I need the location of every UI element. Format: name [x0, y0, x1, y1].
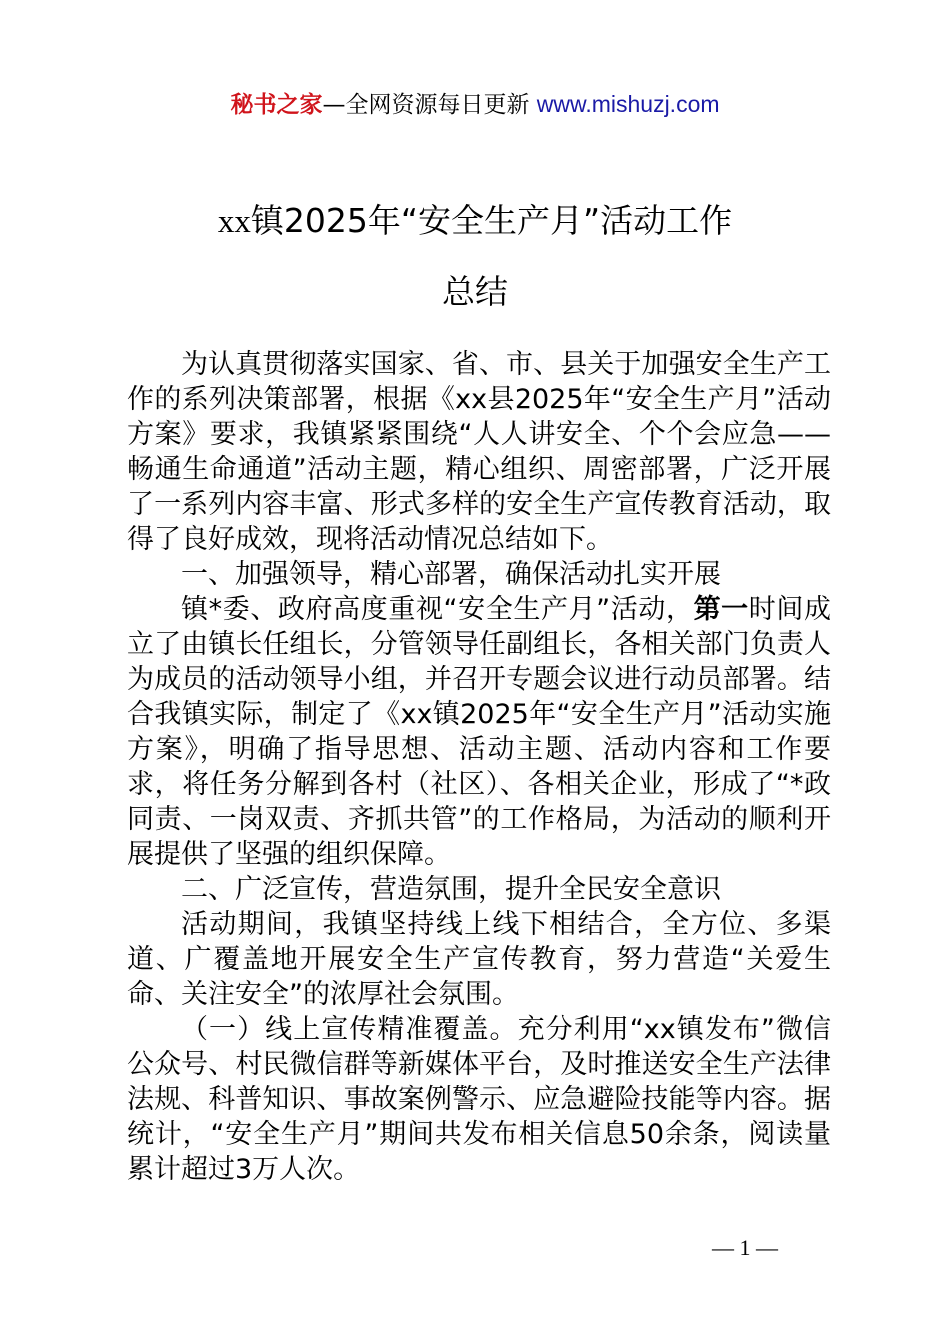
intro-paragraph: 为认真贯彻落实国家、省、市、县关于加强安全生产工作的系列决策部署，根据《xx县2025年“安全生产月”活动方案》要求，我镇紧紧围绕“人人讲安全、个个会应急——畅通生命通道”活动主题，精心组织、周密部署，广泛开展了一系列内容丰富、形式多样的安全生产宣传教育活动，取得了良好成效，现将活动情况总结如下。	[127, 349, 831, 555]
subsection-1-paragraph: （一）线上宣传精准覆盖。充分利用“xx镇发布”微信公众号、村民微信群等新媒体平台，及时推送安全生产法律法规、科普知识、事故案例警示、应急避险技能等内容。据统计，“安全生产月”期间共发布相关信息50余条，阅读量累计超过3万人次。	[127, 1014, 831, 1185]
title-prefix: xx	[217, 204, 251, 240]
site-url-link[interactable]: www.mishuzj.com	[536, 91, 720, 117]
section-1-text-b: 时间成立了由镇长任组长，分管领导任副组长，各相关部门负责人为成员的活动领导小组，并召开专题会议进行动员部署。结合我镇实际，制定了《xx镇2025年“安全生产月”活动实施方案》，明确了指导思想、活动主题、活动内容和工作要求，将任务分解到各村（社区）、各相关企业，形成了“*政同责、一岗双责、齐抓共管”的工作格局，为活动的顺利开展提供了坚强的组织保障。	[127, 594, 832, 870]
section-2-paragraph: 活动期间，我镇坚持线上线下相结合，全方位、多渠道、广覆盖地开展安全生产宣传教育，努力营造“关爱生命、关注安全”的浓厚社会氛围。	[127, 909, 831, 1010]
section-1-bold-text: 第一	[693, 594, 749, 625]
section-heading-1: 一、加强领导，精心部署，确保活动扎实开展	[181, 559, 721, 590]
header-banner	[0, 86, 950, 123]
title-line-2: 总结	[442, 272, 508, 311]
title-line-1	[0, 186, 950, 257]
page-number: — 1 —	[712, 1235, 778, 1260]
section-1-text-a: 镇*委、政府高度重视“安全生产月”活动，	[181, 594, 694, 625]
header-tagline: —全网资源每日更新	[322, 92, 537, 118]
section-heading-2: 二、广泛宣传，营造氛围，提升全民安全意识	[181, 874, 721, 905]
brand-name: 秘书之家	[230, 92, 323, 118]
document-body	[127, 347, 831, 1187]
document-title	[0, 186, 950, 327]
title-main: 镇2025年“安全生产月”活动工作	[250, 201, 733, 240]
section-1-paragraph	[127, 592, 831, 872]
